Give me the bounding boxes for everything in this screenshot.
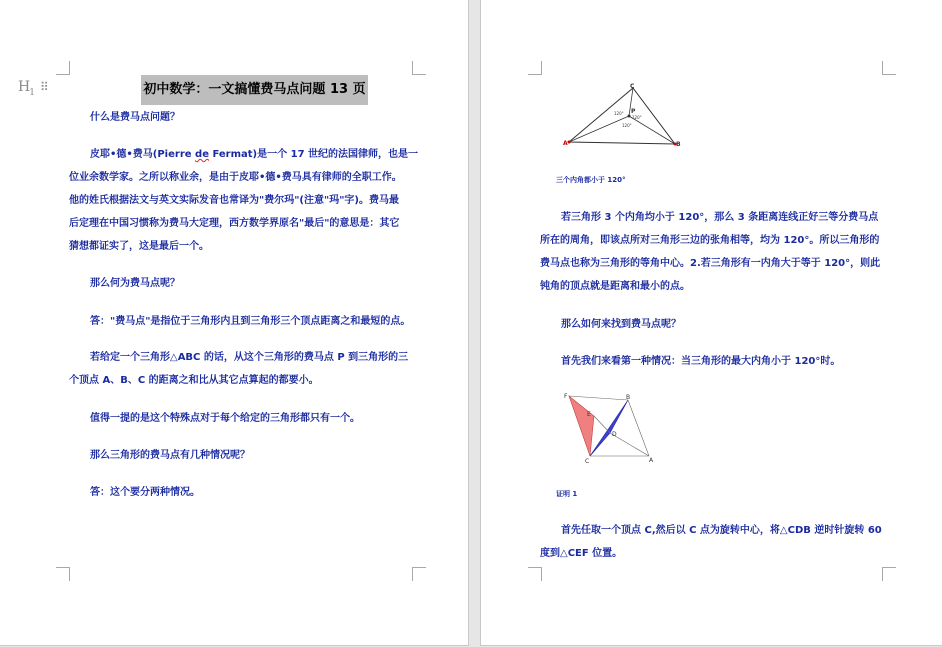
rotation-line-1: 首先任取一个顶点 C,然后以 C 点为旋转中心，将△CDB 逆时针旋转 60 bbox=[561, 525, 882, 536]
angle-label-3: 120° bbox=[622, 123, 632, 128]
bio-line-3: 他的姓氏根据法文与英文实际发音也常译为"费尔玛"(注意"玛"字)。费马最 bbox=[69, 195, 399, 206]
paragraph-answer-two-cases[interactable]: 答：这个要分两种情况。 bbox=[90, 487, 200, 498]
bio-line-2: 位业余数学家。之所以称业余，是由于皮耶•德•费马具有律师的全职工作。 bbox=[69, 172, 402, 183]
figure-2-caption: 证明 1 bbox=[556, 490, 578, 498]
label-a: A bbox=[563, 140, 568, 147]
paragraph-case-one[interactable]: 首先我们来看第一种情况：当三角形的最大内角小于 120°时。 bbox=[561, 356, 841, 367]
fermat-point-triangle-figure[interactable] bbox=[563, 82, 683, 150]
paragraph-uniqueness[interactable]: 值得一提的是这个特殊点对于每个给定的三角形都只有一个。 bbox=[90, 413, 360, 424]
label-f: F bbox=[564, 393, 568, 400]
heading-marker-icon: $H_1$ bbox=[18, 79, 34, 98]
segment-ed bbox=[594, 416, 610, 433]
rotation-line-2: 度到△CEF 位置。 bbox=[540, 548, 623, 559]
spellcheck-word[interactable]: de bbox=[195, 149, 209, 160]
rotation-proof-figure[interactable] bbox=[563, 390, 655, 466]
margin-mark-top-right bbox=[882, 61, 896, 75]
drag-handle-icon[interactable]: ⠿ bbox=[40, 80, 49, 94]
margin-mark-bottom-right bbox=[882, 567, 896, 581]
angle-label-2: 120° bbox=[632, 115, 642, 120]
angle-label-1: 120° bbox=[614, 111, 624, 116]
segment-pb bbox=[629, 116, 675, 144]
equal-angles-line-2: 所在的周角，即该点所对三角形三边的张角相等，均为 120°。所以三角形的 bbox=[540, 235, 880, 246]
equal-angles-line-1: 若三角形 3 个内角均小于 120°，那么 3 条距离连线正好三等分费马点 bbox=[561, 212, 879, 223]
heading-style-tool[interactable] bbox=[18, 79, 49, 98]
margin-mark-top-right bbox=[412, 61, 426, 75]
label-b: B bbox=[626, 394, 631, 401]
segment-pa bbox=[569, 116, 629, 142]
point-a bbox=[568, 141, 571, 144]
equal-angles-line-3: 费马点也称为三角形的等角中心。2.若三角形有一内角大于等于 120°，则此 bbox=[540, 258, 881, 269]
document-page-left[interactable] bbox=[0, 0, 468, 645]
margin-mark-bottom-left bbox=[528, 567, 542, 581]
triangle-cdb-blue bbox=[590, 400, 628, 456]
label-c: C bbox=[585, 458, 590, 465]
triangle-line-2: 个顶点 A、B、C 的距离之和比从其它点算起的都要小。 bbox=[69, 375, 319, 386]
paragraph-how-to-find[interactable]: 那么如何来找到费马点呢？ bbox=[561, 319, 681, 330]
figure-1-caption: 三个内角都小于 120° bbox=[556, 176, 626, 184]
document-page-right[interactable] bbox=[481, 0, 942, 645]
bio-line-4: 后定理在中国习惯称为费马大定理，西方数学界原名"最后"的意思是：其它 bbox=[69, 218, 400, 229]
segment-ba bbox=[628, 400, 649, 456]
label-e: E bbox=[587, 411, 591, 418]
margin-mark-bottom-right bbox=[412, 567, 426, 581]
paragraph-question-1[interactable]: 什么是费马点问题？ bbox=[90, 112, 180, 123]
label-d: D bbox=[612, 431, 617, 438]
bio-line-1: 皮耶•德•费马(Pierre de Fermat)是一个 17 世纪的法国律师，也是一 bbox=[90, 149, 419, 160]
equal-angles-line-4: 钝角的顶点就是距离和最小的点。 bbox=[540, 281, 690, 292]
bio-line-5: 猜想都证实了，这是最后一个。 bbox=[69, 241, 209, 252]
segment-fb bbox=[569, 394, 631, 401]
paragraph-definition[interactable]: 答："费马点"是指位于三角形内且到三角形三个顶点距离之和最短的点。 bbox=[90, 316, 411, 327]
label-a: A bbox=[649, 457, 654, 464]
margin-mark-top-left bbox=[56, 61, 70, 75]
paragraph-question-3[interactable]: 那么三角形的费马点有几种情况呢？ bbox=[90, 450, 250, 461]
document-title[interactable]: 初中数学：一文搞懂费马点问题 13 页 bbox=[141, 75, 368, 105]
margin-mark-top-left bbox=[528, 61, 542, 75]
margin-mark-bottom-left bbox=[56, 567, 70, 581]
paragraph-question-2[interactable]: 那么何为费马点呢？ bbox=[90, 278, 180, 289]
triangle-abc-shape bbox=[569, 88, 675, 144]
triangle-cef-red bbox=[569, 396, 594, 456]
label-b: B bbox=[676, 141, 681, 148]
label-p: P bbox=[631, 108, 636, 115]
label-c: C bbox=[630, 83, 635, 90]
triangle-line-1: 若给定一个三角形△ABC 的话，从这个三角形的费马点 P 到三角形的三 bbox=[90, 352, 409, 363]
